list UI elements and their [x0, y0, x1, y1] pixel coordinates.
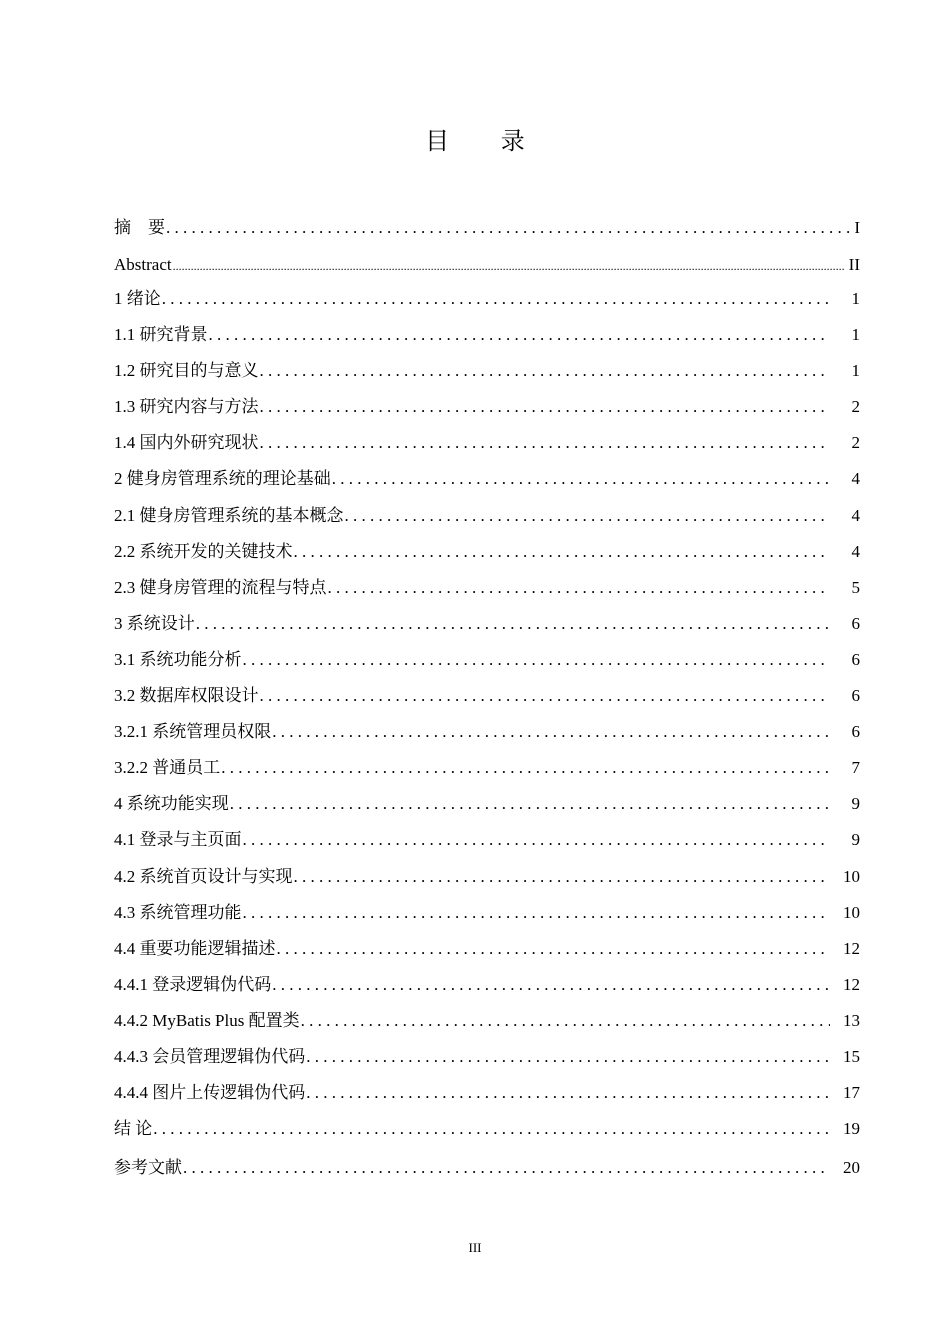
toc-entry-page: 17	[843, 1083, 860, 1103]
toc-entry-label: 4.3 系统管理功能	[114, 902, 242, 922]
toc-entry-label: 3.1 系统功能分析	[114, 649, 242, 669]
toc-entry-label: 4.4.4 图片上传逻辑伪代码	[114, 1083, 306, 1103]
toc-entry[interactable]	[114, 461, 860, 497]
toc-entry-page: 4	[851, 541, 860, 561]
dot-leader	[277, 931, 831, 967]
toc-entry-label: 4.4.2 MyBatis Plus 配置类	[114, 1010, 300, 1030]
dot-leader	[260, 353, 831, 389]
dot-leader	[294, 859, 831, 895]
toc-entry-label: 1.4 国内外研究现状	[114, 433, 259, 453]
toc-entry[interactable]	[114, 1111, 860, 1147]
toc-entry-page: 1	[851, 289, 860, 308]
toc-entry[interactable]	[114, 281, 860, 317]
toc-entry-page: 9	[851, 830, 860, 850]
toc-entry-label: 2.2 系统开发的关键技术	[114, 541, 293, 561]
toc-entry-page: 6	[851, 649, 860, 669]
toc-entry-page: 15	[843, 1046, 860, 1066]
dot-leader	[260, 389, 831, 425]
toc-entry-page: 6	[851, 686, 860, 706]
dot-leader	[173, 247, 845, 284]
toc-entry-page: 13	[843, 1010, 860, 1030]
toc-entry-page: 4	[851, 505, 860, 525]
dot-leader	[166, 210, 850, 246]
toc-entry[interactable]	[114, 210, 860, 247]
dot-leader	[301, 1003, 830, 1039]
toc-entry-page: 9	[851, 794, 860, 814]
toc-entry-label: 3.2.2 普通员工	[114, 758, 221, 778]
toc-entry[interactable]	[114, 859, 860, 895]
toc-entry[interactable]	[114, 750, 860, 786]
toc-entry[interactable]	[114, 1150, 860, 1186]
toc-entry-page: 6	[851, 722, 860, 742]
dot-leader	[272, 967, 830, 1003]
toc-entry-page: I	[854, 218, 860, 237]
toc-entry-page: 19	[843, 1119, 860, 1139]
toc-entry-label: 3.2 数据库权限设计	[114, 686, 259, 706]
toc-entry-label: 4.1 登录与主页面	[114, 830, 242, 850]
toc-entry-label: 3 系统设计	[114, 613, 195, 633]
toc-entry[interactable]	[114, 822, 860, 858]
toc-entry-label: 4.4.1 登录逻辑伪代码	[114, 974, 272, 994]
dot-leader	[294, 534, 831, 570]
dot-leader	[230, 786, 830, 822]
dot-leader	[209, 317, 831, 353]
toc-entry[interactable]	[114, 1075, 860, 1111]
toc-entry[interactable]	[114, 642, 860, 678]
dot-leader	[306, 1039, 830, 1075]
toc-entry[interactable]	[114, 678, 860, 714]
toc-entry-label: 1 绪论	[114, 289, 161, 308]
footer-page-number: III	[468, 1240, 482, 1255]
toc-entry-label: 参考文献	[114, 1158, 182, 1178]
toc-entry-page: 7	[851, 758, 860, 778]
toc-entry-page: 10	[843, 902, 860, 922]
dot-leader	[345, 498, 831, 534]
toc-entry[interactable]	[114, 534, 860, 570]
toc-entry-label: 4.2 系统首页设计与实现	[114, 866, 293, 886]
toc-entry-page: 1	[851, 325, 860, 345]
toc-entry-label: 4.4 重要功能逻辑描述	[114, 938, 276, 958]
dot-leader	[332, 461, 830, 497]
dot-leader	[306, 1075, 830, 1111]
toc-entry-label: 4 系统功能实现	[114, 794, 229, 814]
toc-entry-label: 1.2 研究目的与意义	[114, 361, 259, 381]
dot-leader	[162, 281, 830, 317]
toc-entry-label: 1.1 研究背景	[114, 325, 208, 345]
toc-entry[interactable]	[114, 247, 860, 281]
dot-leader	[260, 678, 831, 714]
toc-entry[interactable]	[114, 353, 860, 389]
toc-entry[interactable]	[114, 931, 860, 967]
toc-entry[interactable]	[114, 389, 860, 425]
toc-entry-label: Abstract	[114, 255, 172, 274]
toc-entry[interactable]	[114, 714, 860, 750]
toc-entry-page: 6	[851, 613, 860, 633]
dot-leader	[183, 1150, 830, 1186]
table-of-contents	[114, 210, 860, 1186]
toc-entry[interactable]	[114, 786, 860, 822]
toc-entry-label: 2.3 健身房管理的流程与特点	[114, 577, 327, 597]
page-title: 目 录	[425, 127, 547, 155]
toc-entry-label: 结 论	[114, 1119, 153, 1139]
toc-entry[interactable]	[114, 606, 860, 642]
toc-entry[interactable]	[114, 1003, 860, 1039]
toc-entry-page: 12	[843, 974, 860, 994]
toc-entry-page: 2	[851, 433, 860, 453]
toc-entry-page: 2	[851, 397, 860, 417]
dot-leader	[243, 822, 831, 858]
toc-entry-label: 2 健身房管理系统的理论基础	[114, 469, 331, 489]
dot-leader	[272, 714, 830, 750]
toc-entry-page: 12	[843, 938, 860, 958]
toc-entry[interactable]	[114, 967, 860, 1003]
toc-entry-page: 4	[851, 469, 860, 489]
toc-entry-page: 1	[851, 361, 860, 381]
toc-entry[interactable]	[114, 895, 860, 931]
dot-leader	[153, 1111, 830, 1147]
toc-entry-label: 1.3 研究内容与方法	[114, 397, 259, 417]
toc-entry-label: 4.4.3 会员管理逻辑伪代码	[114, 1046, 306, 1066]
dot-leader	[328, 570, 831, 606]
dot-leader	[221, 750, 830, 786]
toc-entry-label: 摘 要	[114, 218, 165, 237]
dot-leader	[196, 606, 830, 642]
dot-leader	[243, 895, 831, 931]
dot-leader	[260, 425, 831, 461]
toc-entry-page: II	[848, 255, 860, 274]
toc-entry[interactable]	[114, 498, 860, 534]
toc-entry[interactable]	[114, 1039, 860, 1075]
toc-entry-page: 10	[843, 866, 860, 886]
toc-entry-page: 5	[851, 577, 860, 597]
toc-entry-label: 2.1 健身房管理系统的基本概念	[114, 505, 344, 525]
toc-entry-label: 3.2.1 系统管理员权限	[114, 722, 272, 742]
toc-entry-page: 20	[843, 1158, 860, 1178]
toc-entry[interactable]	[114, 425, 860, 461]
dot-leader	[243, 642, 831, 678]
toc-entry[interactable]	[114, 570, 860, 606]
toc-entry[interactable]	[114, 317, 860, 353]
